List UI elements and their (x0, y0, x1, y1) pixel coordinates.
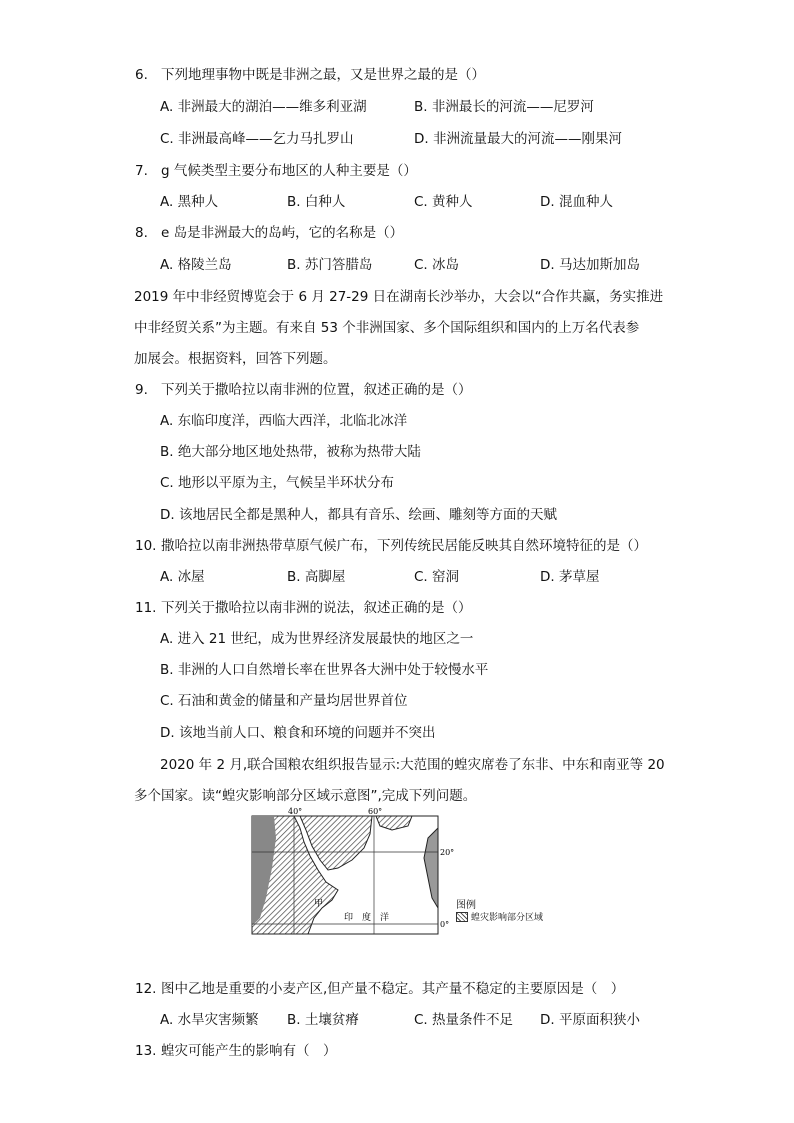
question-13 (135, 1042, 337, 1060)
option-c[interactable]: C. 窑洞 (414, 569, 460, 585)
option-b[interactable]: B. 苏门答腊岛 (287, 257, 373, 273)
question-number: 12. (135, 981, 157, 997)
question-9 (135, 381, 472, 399)
passage-line: 多个国家。读“蝗灾影响部分区域示意图”,完成下列问题。 (134, 788, 477, 804)
question-number: 8. (135, 225, 148, 241)
question-8 (135, 224, 403, 242)
question-7 (135, 162, 417, 180)
option-c[interactable]: C. 非洲最高峰——乞力马扎罗山 (160, 131, 354, 147)
question-stem: 蝗灾可能产生的影响有（ ） (161, 1043, 337, 1059)
option-b[interactable]: B. 白种人 (287, 194, 346, 210)
hatch-swatch-icon (456, 912, 468, 922)
question-number: 11. (135, 600, 157, 616)
question-stem: 下列地理事物中既是非洲之最，又是世界之最的是（） (161, 67, 485, 83)
option-d[interactable]: D. 混血种人 (540, 194, 613, 210)
option-d[interactable]: D. 非洲流量最大的河流——刚果河 (414, 131, 622, 147)
legend-row (456, 910, 543, 923)
option-d[interactable]: D. 该地当前人口、粮食和环境的问题并不突出 (160, 725, 436, 741)
option-d[interactable]: D. 茅草屋 (540, 569, 600, 585)
option-a[interactable]: A. 冰屋 (160, 569, 205, 585)
question-10 (135, 537, 647, 555)
option-b[interactable]: B. 高脚屋 (287, 569, 346, 585)
lon-60-label: 60° (368, 807, 383, 816)
ocean-label: 印 度 洋 (344, 913, 390, 923)
option-d[interactable]: D. 平原面积狭小 (540, 1012, 640, 1028)
option-b[interactable]: B. 绝大部分地区地处热带，被称为热带大陆 (160, 444, 421, 460)
question-11 (135, 599, 472, 617)
passage-line: 加展会。根据资料，回答下列题。 (134, 351, 337, 367)
option-c[interactable]: C. 石油和黄金的储量和产量均居世界首位 (160, 693, 408, 709)
question-number: 13. (135, 1043, 157, 1059)
passage-line: 中非经贸关系”为主题。有来自 53 个非洲国家、多个国际组织和国内的上万名代表参 (134, 320, 640, 336)
lon-40-label: 40° (288, 807, 303, 816)
option-c[interactable]: C. 热量条件不足 (414, 1012, 514, 1028)
question-number: 10. (135, 538, 157, 554)
option-a[interactable]: A. 非洲最大的湖泊——维多利亚湖 (160, 99, 367, 115)
option-a[interactable]: A. 进入 21 世纪，成为世界经济发展最快的地区之一 (160, 631, 474, 647)
option-b[interactable]: B. 非洲的人口自然增长率在世界各大洲中处于较慢水平 (160, 662, 489, 678)
option-d[interactable]: D. 该地居民全都是黑种人，都具有音乐、绘画、雕刻等方面的天赋 (160, 507, 557, 523)
legend-title: 图例 (456, 900, 476, 911)
question-12 (135, 980, 624, 998)
question-6 (135, 66, 485, 84)
passage-line: 2019 年中非经贸博览会于 6 月 27-29 日在湖南长沙举办，大会以“合作共赢，务实推进 (134, 289, 664, 305)
place-label: 甲 (314, 899, 324, 909)
option-c[interactable]: C. 冰岛 (414, 257, 460, 273)
question-stem: e 岛是非洲最大的岛屿，它的名称是（） (161, 225, 404, 241)
option-a[interactable]: A. 水旱灾害频繁 (160, 1012, 259, 1028)
option-b[interactable]: B. 土壤贫瘠 (287, 1012, 359, 1028)
question-number: 7. (135, 163, 148, 179)
option-d[interactable]: D. 马达加斯加岛 (540, 257, 640, 273)
question-stem: 图中乙地是重要的小麦产区,但产量不稳定。其产量不稳定的主要原因是（ ） (161, 981, 625, 997)
legend-item-label: 蝗灾影响部分区域 (471, 913, 544, 923)
lat-20-label: 20° (440, 848, 455, 857)
option-c[interactable]: C. 黄种人 (414, 194, 473, 210)
option-b[interactable]: B. 非洲最长的河流——尼罗河 (414, 99, 594, 115)
question-stem: 下列关于撒哈拉以南非洲的位置，叙述正确的是（） (161, 382, 472, 398)
question-stem: g 气候类型主要分布地区的人种主要是（） (161, 163, 417, 179)
passage-line: 2020 年 2 月,联合国粮农组织报告显示:大范围的蝗灾席卷了东非、中东和南亚等 20 (160, 757, 665, 773)
option-a[interactable]: A. 东临印度洋，西临大西洋，北临北冰洋 (160, 413, 408, 429)
question-number: 9. (135, 382, 148, 398)
question-stem: 撒哈拉以南非洲热带草原气候广布，下列传统民居能反映其自然环境特征的是（） (161, 538, 647, 554)
question-stem: 下列关于撒哈拉以南非洲的说法，叙述正确的是（） (161, 600, 472, 616)
option-c[interactable]: C. 地形以平原为主，气候呈半环状分布 (160, 475, 395, 491)
question-number: 6. (135, 67, 148, 83)
option-a[interactable]: A. 格陵兰岛 (160, 257, 232, 273)
option-a[interactable]: A. 黑种人 (160, 194, 219, 210)
lat-0-label: 0° (440, 920, 450, 929)
locust-map (252, 807, 455, 938)
